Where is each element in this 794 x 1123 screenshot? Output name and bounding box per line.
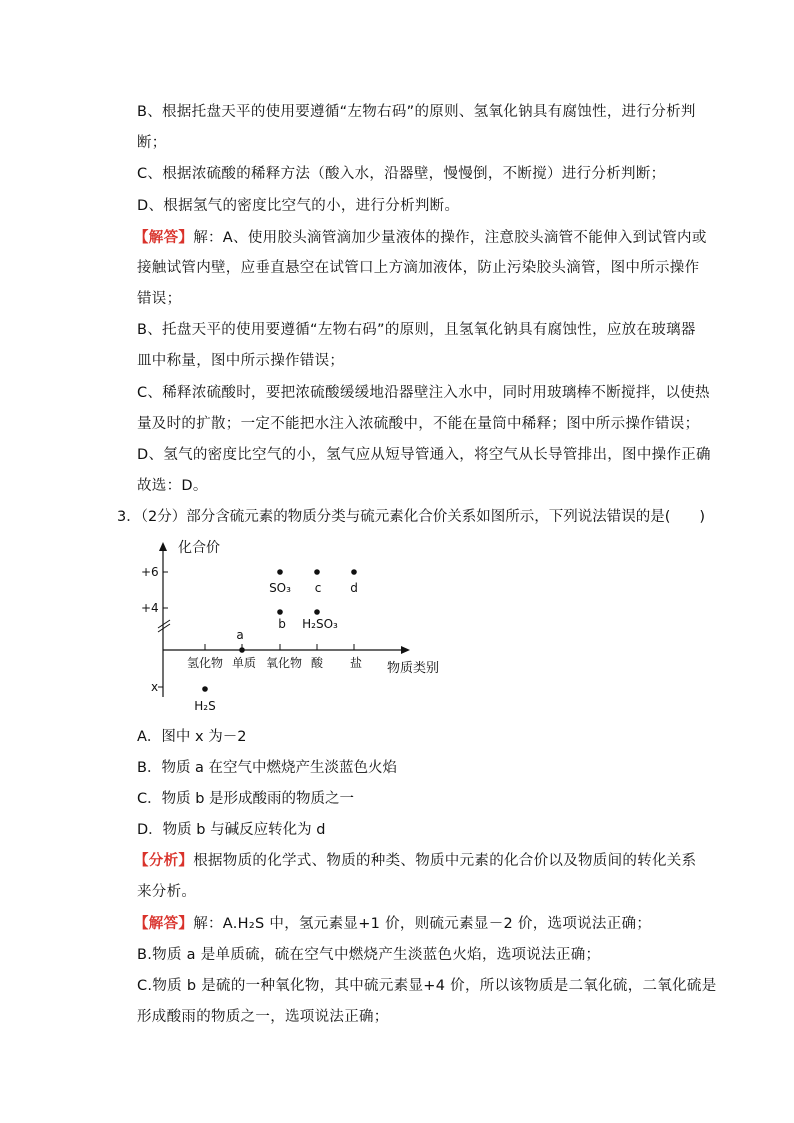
point-d bbox=[351, 569, 357, 575]
option-d: D．物质 b 与碱反应转化为 d bbox=[137, 822, 326, 838]
point-b bbox=[277, 609, 283, 615]
point-c bbox=[314, 569, 320, 575]
point-label: a bbox=[236, 628, 244, 642]
analysis-text: 根据物质的化学式、物质的种类、物质中元素的化合价以及物质间的转化关系 bbox=[193, 853, 697, 869]
y-tick-label: +4 bbox=[141, 601, 159, 615]
answer-line bbox=[134, 228, 707, 248]
y-tick-label: +6 bbox=[141, 565, 159, 579]
answer-text: 解：A.H₂S 中，氢元素显+1 价，则硫元素显－2 价，选项说法正确； bbox=[193, 916, 652, 932]
text-line: C、根据浓硫酸的稀释方法（酸入水，沿器壁，慢慢倒，不断搅）进行分析判断； bbox=[137, 166, 666, 182]
x-tick-label: 酸 bbox=[310, 656, 324, 670]
answer-line bbox=[134, 914, 651, 934]
text-line: C.物质 b 是硫的一种氧化物，其中硫元素显+4 价，所以该物质是二氧化硫，二氧化硫是 bbox=[137, 978, 717, 994]
x-axis-label: 物质类别 bbox=[387, 661, 440, 676]
text-line: B.物质 a 是单质硫，硫在空气中燃烧产生淡蓝色火焰，选项说法正确； bbox=[137, 947, 601, 963]
text-line: D、氢气的密度比空气的小，氢气应从短导管通入，将空气从长导管排出，图中操作正确 bbox=[137, 447, 711, 463]
text-line: 接触试管内壁，应垂直悬空在试管口上方滴加液体，防止污染胶头滴管，图中所示操作 bbox=[137, 260, 700, 276]
text-line: 来分析。 bbox=[137, 884, 197, 900]
axis-break bbox=[158, 624, 170, 632]
answer-tag: 【解答】 bbox=[134, 916, 194, 932]
point-label: b bbox=[278, 617, 286, 631]
point-label: d bbox=[350, 581, 358, 595]
x-tick-label: 氢化物 bbox=[186, 656, 224, 670]
valence-chart bbox=[130, 532, 460, 722]
answer-text: 解：A、使用胶头滴管滴加少量液体的操作，注意胶头滴管不能伸入到试管内或 bbox=[193, 230, 707, 246]
x-tick-label: 单质 bbox=[231, 656, 257, 670]
point-h2so3 bbox=[314, 609, 320, 615]
text-line: 皿中称量，图中所示操作错误； bbox=[137, 353, 345, 369]
text-line: C、稀释浓硫酸时，要把浓硫酸缓缓地沿器壁注入水中，同时用玻璃棒不断搅拌，以使热 bbox=[137, 385, 710, 401]
question-3: 3．（2分）部分含硫元素的物质分类与硫元素化合价关系如图所示，下列说法错误的是( ) bbox=[117, 509, 706, 525]
x-tick-label: 氧化物 bbox=[265, 656, 303, 670]
text-line: D、根据氢气的密度比空气的小，进行分析判断。 bbox=[137, 198, 460, 214]
option-c: C．物质 b 是形成酸雨的物质之一 bbox=[137, 791, 355, 807]
point-label: H₂SO₃ bbox=[302, 617, 338, 631]
text-line: 量及时的扩散；一定不能把水注入浓硫酸中，不能在量筒中稀释；图中所示操作错误； bbox=[137, 416, 700, 432]
text-line: 故选：D。 bbox=[137, 478, 208, 494]
y-axis-arrow bbox=[159, 542, 167, 551]
option-a: A．图中 x 为－2 bbox=[137, 729, 247, 745]
text-line: 错误； bbox=[137, 291, 182, 307]
y-tick-label: x bbox=[151, 680, 159, 694]
point-so3 bbox=[277, 569, 283, 575]
y-axis-label: 化合价 bbox=[178, 540, 220, 556]
text-line: 断； bbox=[137, 135, 167, 151]
text-line: B、根据托盘天平的使用要遵循“左物右码”的原则、氢氧化钠具有腐蚀性，进行分析判 bbox=[137, 104, 696, 120]
option-b: B．物质 a 在空气中燃烧产生淡蓝色火焰 bbox=[137, 760, 398, 776]
x-axis-arrow bbox=[401, 646, 410, 654]
point-h2s bbox=[202, 686, 208, 692]
x-tick-label: 盐 bbox=[349, 656, 363, 670]
point-label: SO₃ bbox=[269, 581, 291, 595]
point-a bbox=[239, 647, 245, 653]
analysis-tag: 【分析】 bbox=[134, 853, 194, 869]
point-label: H₂S bbox=[194, 699, 216, 713]
text-line: 形成酸雨的物质之一，选项说法正确； bbox=[137, 1009, 389, 1025]
axis-break bbox=[158, 620, 170, 628]
analysis-line bbox=[134, 851, 696, 871]
answer-tag: 【解答】 bbox=[134, 230, 194, 246]
text-line: B、托盘天平的使用要遵循“左物右码”的原则，且氢氧化钠具有腐蚀性，应放在玻璃器 bbox=[137, 322, 696, 338]
point-label: c bbox=[314, 581, 322, 595]
